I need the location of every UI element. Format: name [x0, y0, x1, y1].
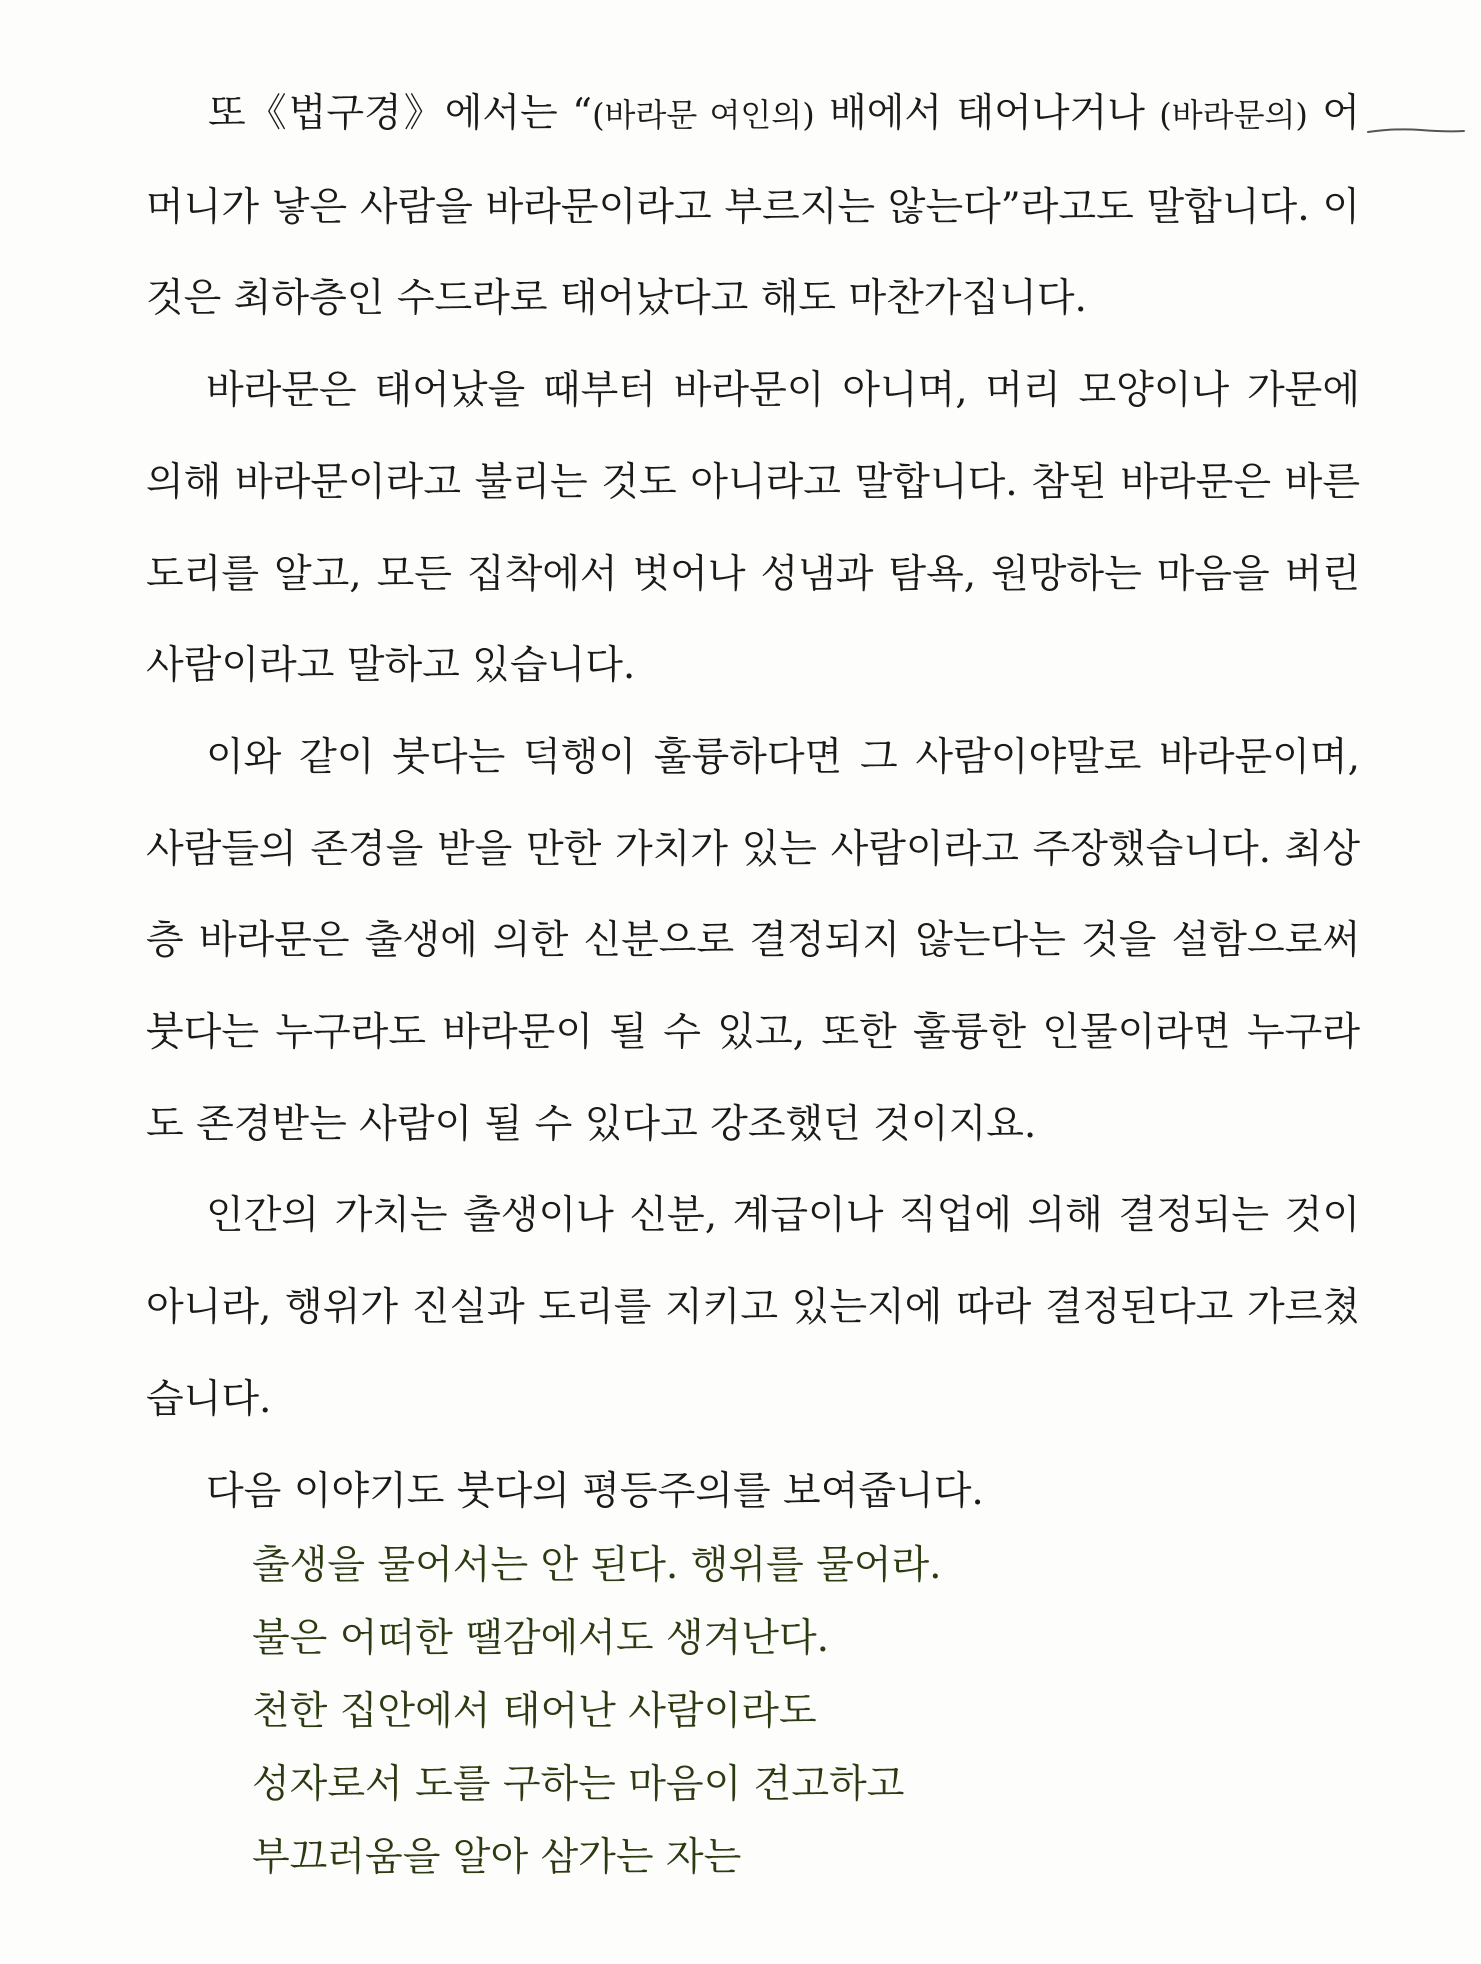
body-text	[146, 68, 1360, 1537]
text-segment: 다음 이야기도 붓다의 평등주의를 보여줍니다.	[206, 1468, 984, 1514]
paragraph-2	[146, 345, 1360, 712]
paragraph-5	[146, 1446, 1360, 1538]
paragraph-4	[146, 1170, 1360, 1445]
parenthetical-note: (바라문의)	[1159, 96, 1308, 134]
paragraph-3	[146, 712, 1360, 1171]
text-segment: 배에서 태어나거나	[814, 91, 1160, 136]
verse-quote-block	[252, 1529, 1352, 1894]
text-segment: 또《법구경》에서는 “	[208, 91, 593, 136]
text-segment: 이와 같이 붓다는 덕행이 훌륭하다면 그 사람이야말로 바라문이며, 사람들의 존경을 받을 만한 가치가 있는 사람이라고 주장했습니다. 최상층 바라문은 출생에 의한 신분으로 결정되지 않는다는 것을 설함으로써 붓다는 누구라도 바라문이 될 수 있고, 또한 훌륭한 인물이라면 누구라도 존경받는 사람이 될 수 있다고 강조했던 것이지요.	[146, 734, 1360, 1147]
verse-line-4: 성자로서 도를 구하는 마음이 견고하고	[252, 1762, 905, 1807]
verse-line-2: 불은 어떠한 땔감에서도 생겨난다.	[252, 1616, 830, 1661]
verse-line-3: 천한 집안에서 태어난 사람이라도	[252, 1689, 817, 1734]
verse-line-5: 부끄러움을 알아 삼가는 자는	[252, 1835, 742, 1880]
verse-line-1: 출생을 물어서는 안 된다. 행위를 물어라.	[252, 1543, 942, 1588]
pen-stroke-mark	[1366, 126, 1466, 136]
text-segment: 어머니가 낳은 사람을 바라문이라고 부르지는 않는다”라고도 말합니다. 이것은 최하층인 수드라로 태어났다고 해도 마찬가집니다.	[146, 91, 1360, 322]
parenthetical-note: (바라문 여인의)	[592, 96, 815, 134]
text-segment: 인간의 가치는 출생이나 신분, 계급이나 직업에 의해 결정되는 것이 아니라, 행위가 진실과 도리를 지키고 있는지에 따라 결정된다고 가르쳤습니다.	[146, 1193, 1360, 1422]
paragraph-1	[146, 68, 1360, 345]
text-segment: 바라문은 태어났을 때부터 바라문이 아니며, 머리 모양이나 가문에 의해 바라문이라고 불리는 것도 아니라고 말합니다. 참된 바라문은 바른 도리를 알고, 모든 집착에서 벗어나 성냄과 탐욕, 원망하는 마음을 버린 사람이라고 말하고 있습니다.	[146, 368, 1360, 689]
